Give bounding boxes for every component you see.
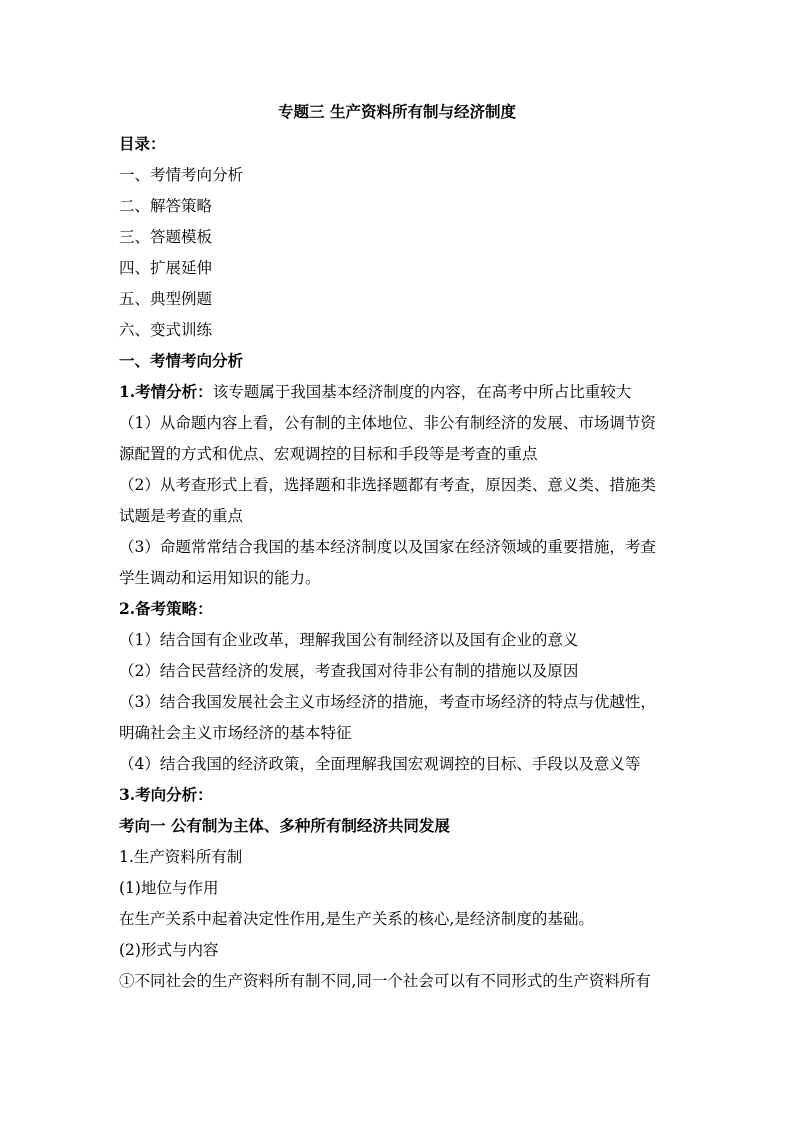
paragraph-label: 1.考情分析： [119,382,213,401]
toc-item: 三、答题模板 [119,228,213,246]
paragraph-line: （1）从命题内容上看，公有制的主体地位、非公有制经济的发展、市场调节资 [119,414,656,432]
paragraph-line: （4）结合我国的经济政策，全面理解我国宏观调控的目标、手段以及意义等 [119,755,641,773]
paragraph-text: 该专题属于我国基本经济制度的内容，在高考中所占比重较大 [212,383,632,401]
paragraph-label: 3.考向分析： [119,785,213,804]
paragraph-line: （2）结合民营经济的发展，考查我国对待非公有制的措施以及原因 [119,662,579,680]
subheading: 1.生产资料所有制 [119,848,243,866]
direction-heading: 考向一 公有制为主体、多种所有制经济共同发展 [119,816,450,835]
paragraph-line: 明确社会主义市场经济的基本特征 [119,724,352,742]
paragraph-line: ①不同社会的生产资料所有制不同,同一个社会可以有不同形式的生产资料所有 [119,972,651,990]
paragraph-line: 试题是考查的重点 [119,507,244,525]
paragraph-line: 源配置的方式和优点、宏观调控的目标和手段等是考查的重点 [119,445,538,463]
toc-item: 二、解答策略 [119,197,213,215]
paragraph-line: （3）结合我国发展社会主义市场经济的措施，考查市场经济的特点与优越性， [119,693,656,711]
paragraph-line: （1）结合国有企业改革，理解我国公有制经济以及国有企业的意义 [119,631,579,649]
paragraph-line: （2）从考查形式上看，选择题和非选择题都有考查，原因类、意义类、措施类 [119,476,656,494]
toc-item: 四、扩展延伸 [119,259,213,277]
toc-item: 六、变式训练 [119,321,213,339]
toc-item: 一、考情考向分析 [119,166,244,184]
paragraph-line: 学生调动和运用知识的能力。 [119,569,321,587]
document-title: 专题三 生产资料所有制与经济制度 [278,102,516,121]
paragraph-label: 2.备考策略： [119,599,213,618]
toc-label: 目录： [119,134,166,153]
paragraph-line: （3）命题常常结合我国的基本经济制度以及国家在经济领域的重要措施，考查 [119,538,656,556]
paragraph [119,382,631,402]
section-heading: 一、考情考向分析 [119,351,244,370]
paragraph-line: 在生产关系中起着决定性作用,是生产关系的核心,是经济制度的基础。 [119,910,594,928]
toc-item: 五、典型例题 [119,290,213,308]
subheading: (2)形式与内容 [119,941,219,959]
subheading: (1)地位与作用 [119,879,219,897]
